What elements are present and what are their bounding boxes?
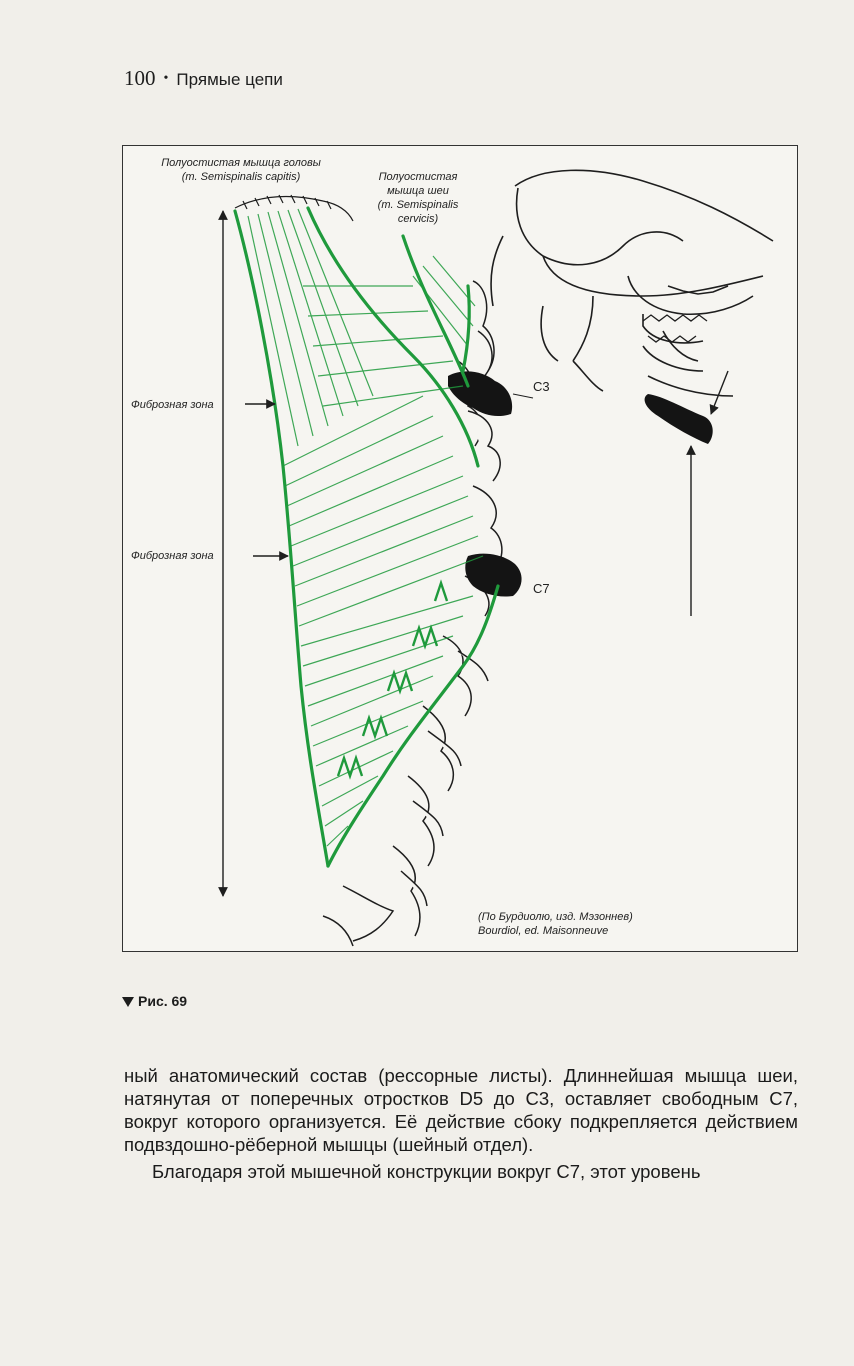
- page-number: 100: [124, 66, 156, 90]
- skull-outline: [491, 170, 773, 396]
- label-fibrous-zone-1: Фиброзная зона: [131, 399, 214, 411]
- body-text: [124, 1064, 798, 1183]
- header-separator: •: [163, 71, 169, 86]
- label-fibrous-zone-2: Фиброзная зона: [131, 550, 214, 562]
- chapter-title: Прямые цепи: [176, 70, 283, 89]
- hyoid-bone: [645, 394, 713, 444]
- vertebra-c3-shape: [448, 371, 512, 416]
- teeth: [643, 315, 707, 342]
- label-semispinalis-capitis: Полуостистая мышца головы (m. Semispinalis capitis): [161, 157, 321, 183]
- label-c7: C7: [533, 581, 550, 596]
- figure-69: [122, 145, 798, 952]
- label-c3: C3: [533, 379, 550, 394]
- figure-credit: (По Бурдиолю, изд. Мэзоннев) Bourdiol, ed. Maisonneuve: [478, 911, 633, 937]
- label-semispinalis-cervicis: Полуостистая мышца шеи (m. Semispinalis cervicis): [377, 171, 459, 225]
- paragraph-1: ный анатомический состав (рессорные листы). Длиннейшая мышца шеи, натянутая от поперечных отростков D5 до C3, оставляет свободным C7, вокруг которого организуется. Её действие сбоку подкрепляется действием подвздошно-рёберной мышцы (шейный отдел).: [124, 1065, 798, 1155]
- caption-triangle-icon: [122, 997, 134, 1007]
- page-header: [124, 66, 283, 91]
- figure-caption: Рис. 69: [122, 993, 187, 1009]
- paragraph-2: Благодаря этой мышечной конструкции вокруг C7, этот уровень: [152, 1161, 701, 1182]
- anatomy-illustration: [123, 146, 797, 951]
- skull-base-hatch: [235, 195, 353, 221]
- fiber-insertions: [338, 583, 447, 776]
